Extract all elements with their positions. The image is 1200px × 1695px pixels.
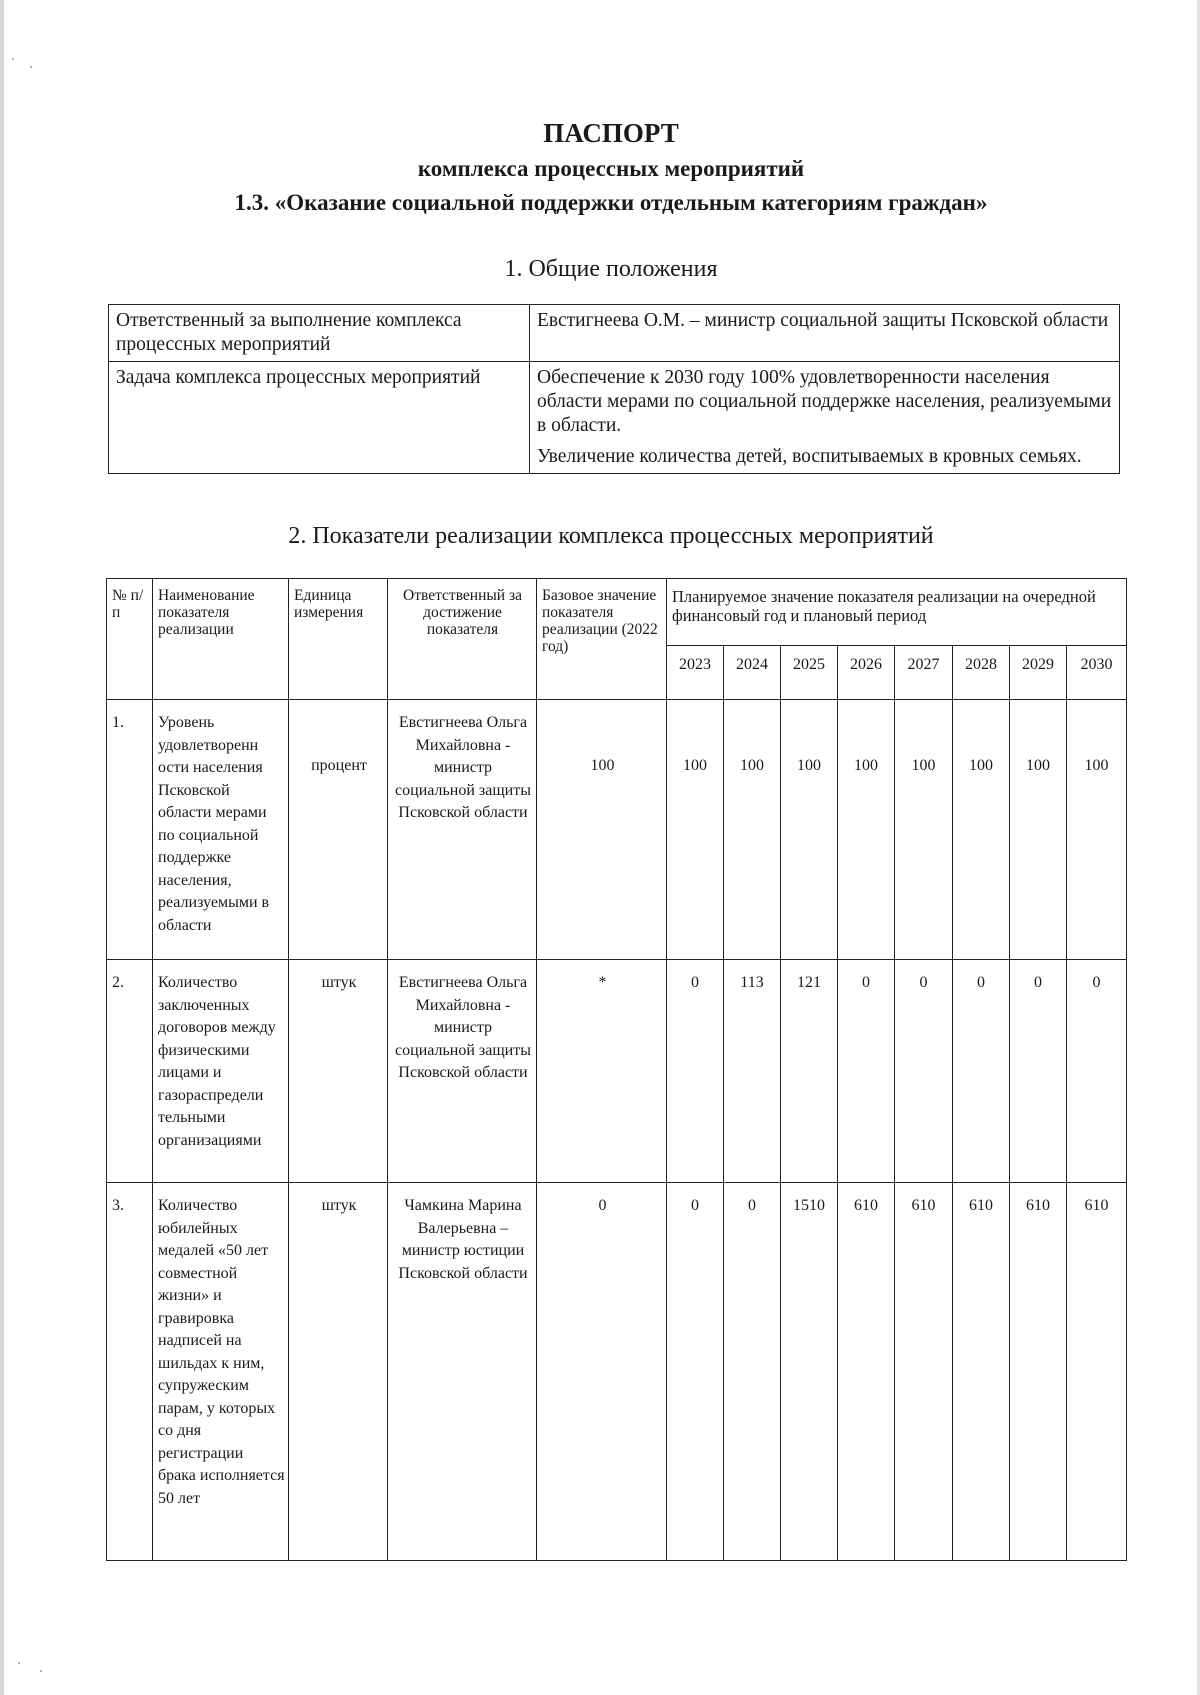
row-value: [530, 305, 1120, 362]
table-row: [109, 362, 1120, 474]
cell-num: 2.: [107, 960, 153, 1183]
header-year: 2025: [781, 646, 838, 700]
cell-name: Количество заключенных договоров между физическими лицами и газораспредели тельными организациями: [153, 960, 289, 1183]
cell-num: 1.: [107, 700, 153, 960]
table-row: [109, 305, 1120, 362]
row-value-paragraph: Увеличение количества детей, воспитываемых в кровных семьях.: [537, 446, 1082, 467]
cell-value: 0: [1010, 960, 1067, 1183]
row-value-paragraph: Обеспечение к 2030 году 100% удовлетворенности населения области мерами по социальной поддержке населения, реализуемыми в области.: [537, 367, 1112, 436]
cell-unit: процент: [289, 700, 388, 960]
cell-base: 0: [537, 1183, 667, 1561]
table-row: [107, 960, 1127, 1183]
header-num: № п/п: [107, 579, 153, 700]
cell-value: 100: [781, 700, 838, 960]
document-program-name: 1.3. «Оказание социальной поддержки отдельным категориям граждан»: [234, 190, 988, 215]
scan-speck: [30, 66, 32, 68]
cell-value: 0: [667, 960, 724, 1183]
cell-value: 610: [1010, 1183, 1067, 1561]
cell-unit: штук: [289, 960, 388, 1183]
cell-value: 0: [724, 1183, 781, 1561]
cell-value: 121: [781, 960, 838, 1183]
section-1-heading: 1. Общие положения: [504, 256, 718, 282]
cell-value: 610: [1067, 1183, 1127, 1561]
header-year: 2027: [895, 646, 953, 700]
scan-edge-left: [0, 0, 4, 1695]
cell-value: 100: [1010, 700, 1067, 960]
table-header-row: [107, 579, 1127, 646]
cell-responsible: Евстигнеева Ольга Михайловна - министр социальной защиты Псковской области: [388, 960, 537, 1183]
header-unit: Единица измерения: [289, 579, 388, 700]
cell-value: 1510: [781, 1183, 838, 1561]
cell-unit: штук: [289, 1183, 388, 1561]
cell-value: 0: [1067, 960, 1127, 1183]
cell-value: 100: [838, 700, 895, 960]
header-name: Наименование показателя реализации: [153, 579, 289, 700]
header-year: 2029: [1010, 646, 1067, 700]
cell-num: 3.: [107, 1183, 153, 1561]
header-responsible: Ответственный за достижение показателя: [388, 579, 537, 700]
cell-responsible: Чамкина Марина Валерьевна – министр юстиции Псковской области: [388, 1183, 537, 1561]
table-row: [107, 700, 1127, 960]
cell-value: 0: [838, 960, 895, 1183]
scan-speck: [40, 1670, 42, 1672]
cell-value: 610: [838, 1183, 895, 1561]
table-row: [107, 1183, 1127, 1561]
row-value-paragraph: Евстигнеева О.М. – министр социальной защиты Псковской области: [537, 310, 1109, 331]
cell-base: 100: [537, 700, 667, 960]
header-year: 2023: [667, 646, 724, 700]
cell-value: 0: [895, 960, 953, 1183]
cell-value: 100: [1067, 700, 1127, 960]
indicators-table: [106, 578, 1127, 1561]
section-2-heading: 2. Показатели реализации комплекса процессных мероприятий: [288, 523, 934, 549]
cell-base: *: [537, 960, 667, 1183]
row-value: [530, 362, 1120, 474]
cell-value: 113: [724, 960, 781, 1183]
cell-responsible: Евстигнеева Ольга Михайловна - министр социальной защиты Псковской области: [388, 700, 537, 960]
cell-value: 100: [895, 700, 953, 960]
header-base: Базовое значение показателя реализации (2022 год): [537, 579, 667, 700]
header-year: 2030: [1067, 646, 1127, 700]
header-year: 2028: [953, 646, 1010, 700]
cell-value: 100: [667, 700, 724, 960]
document-subtitle: комплекса процессных мероприятий: [417, 156, 805, 181]
cell-value: 610: [895, 1183, 953, 1561]
header-planned: Планируемое значение показателя реализации на очередной финансовый год и плановый период: [667, 579, 1127, 646]
row-label: Ответственный за выполнение комплекса процессных мероприятий: [109, 305, 530, 362]
general-provisions-table: [108, 304, 1120, 474]
row-label: Задача комплекса процессных мероприятий: [109, 362, 530, 474]
cell-value: 610: [953, 1183, 1010, 1561]
header-year: 2026: [838, 646, 895, 700]
cell-value: 100: [724, 700, 781, 960]
document-title: ПАСПОРТ: [543, 118, 679, 148]
cell-name: Количество юбилейных медалей «50 лет совместной жизни» и гравировка надписей на шильдах к ним, супружеским парам, у которых со дня регистрации брака исполняется 50 лет: [153, 1183, 289, 1561]
cell-value: 100: [953, 700, 1010, 960]
scan-speck: [12, 58, 14, 60]
scan-speck: [18, 1662, 20, 1664]
cell-name: Уровень удовлетворенн ости населения Псковской области мерами по социальной поддержке населения, реализуемыми в области: [153, 700, 289, 960]
cell-value: 0: [953, 960, 1010, 1183]
header-year: 2024: [724, 646, 781, 700]
cell-value: 0: [667, 1183, 724, 1561]
